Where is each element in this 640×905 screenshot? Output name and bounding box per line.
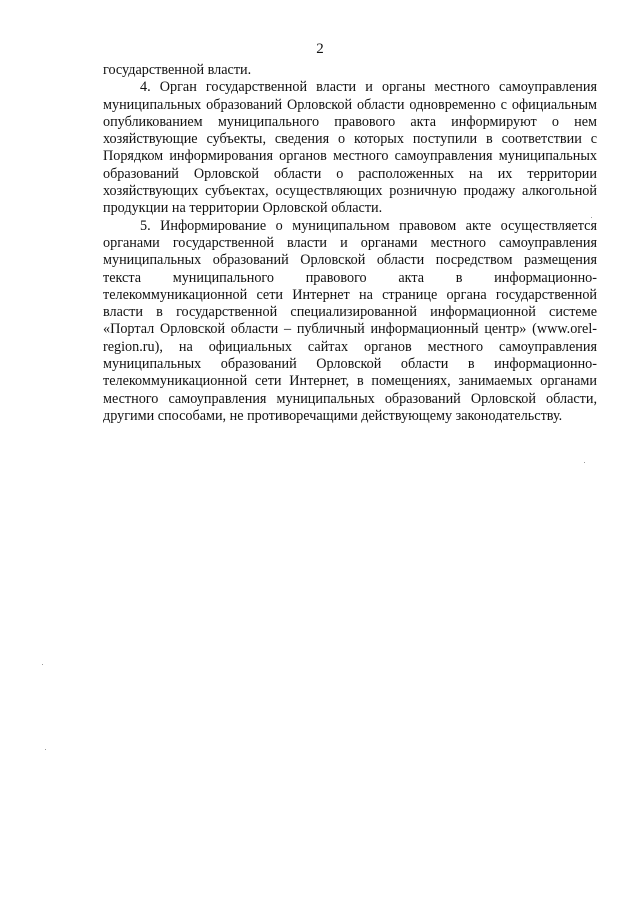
paragraph-item-5: 5. Информирование о муниципальном правовом акте осуществляется органами государственной власти и органами местного самоуправления муниципальных образований Орловской области посредством размещения текста муниципального правового акта в информационно-телекоммуникационной сети Интернет на странице органа государственной власти в государственной специализированной информационной системе «Портал Орловской области – публичный информационный центр» (www.orel-region.ru), на официальных сайтах органов местного самоуправления муниципальных образований Орловской области в информационно-телекоммуникационной сети Интернет, в помещениях, занимаемых органами местного самоуправления муниципальных образований Орловской области, другими способами, не противоречащими действующему законодательству. bbox=[103, 217, 597, 424]
scan-speck bbox=[42, 664, 43, 665]
page-number: 2 bbox=[316, 41, 324, 57]
document-body bbox=[103, 62, 597, 425]
paragraph-item-4: 4. Орган государственной власти и органы местного самоуправления муниципальных образований Орловской области одновременно с официальным опубликованием муниципального правового акта информируют о нем хозяйствующие субъекты, сведения о которых поступили в соответствии с Порядком информирования органов местного самоуправления муниципальных образований Орловской области о расположенных на их территории хозяйствующих субъектах, осуществляющих розничную продажу алкогольной продукции на территории Орловской области. bbox=[103, 79, 597, 217]
scan-speck bbox=[584, 462, 585, 463]
scan-speck bbox=[45, 749, 46, 750]
scan-speck bbox=[591, 217, 592, 218]
paragraph-continuation: государственной власти. bbox=[103, 62, 252, 78]
